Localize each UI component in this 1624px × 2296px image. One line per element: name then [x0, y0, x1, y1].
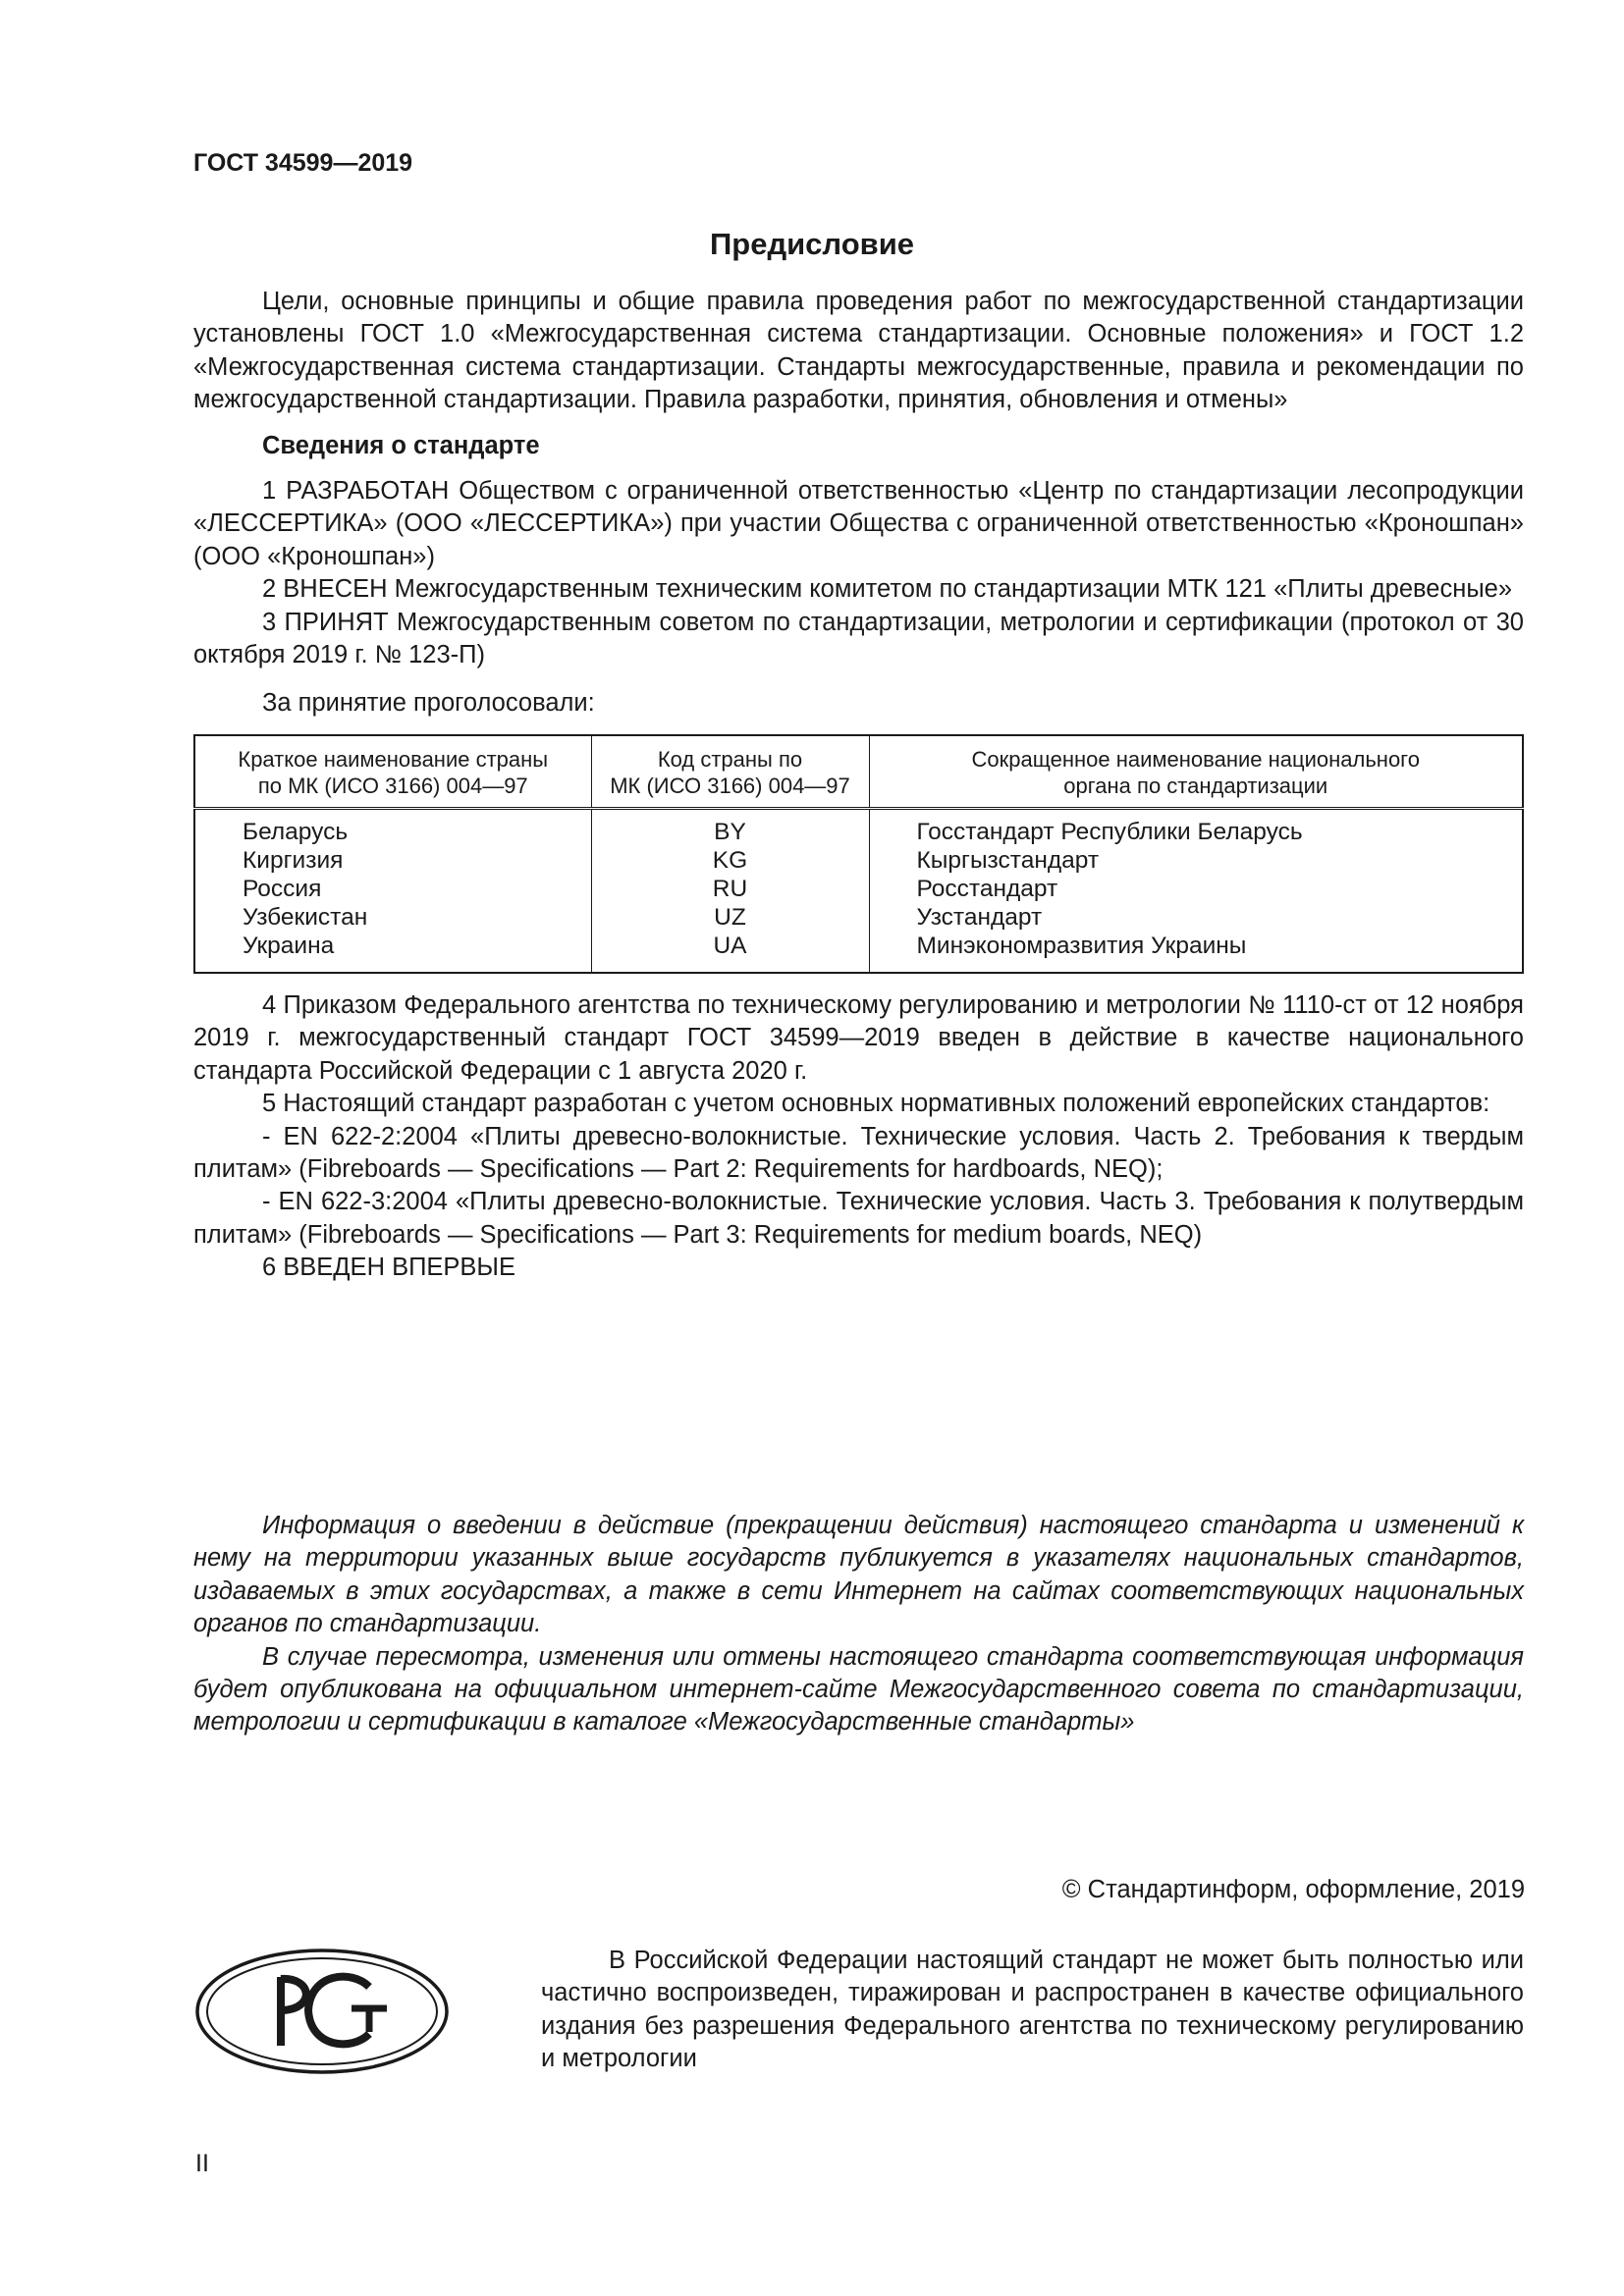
- code-cell: UZ: [714, 903, 746, 931]
- item-3: 3 ПРИНЯТ Межгосударственным советом по стандартизации, метрологии и сертификации (протокол от 30 октября 2019 г. № 123-П): [193, 608, 1524, 669]
- org-cell: Узстандарт: [916, 903, 1043, 931]
- org-column: [869, 808, 1523, 973]
- code-cell: KG: [712, 846, 748, 874]
- italic-notes: [193, 1510, 1524, 1739]
- org-cell: Росстандарт: [916, 875, 1058, 902]
- org-cell: Госстандарт Республики Беларусь: [916, 818, 1303, 845]
- code-cell: RU: [712, 875, 748, 902]
- country-cell: Беларусь: [243, 818, 349, 845]
- country-cell: Киргизия: [243, 846, 344, 874]
- item-2: 2 ВНЕСЕН Межгосударственным техническим комитетом по стандартизации МТК 121 «Плиты древесные»: [262, 575, 1513, 604]
- country-column: [194, 808, 591, 973]
- header-org: Сокращенное наименование национального органа по стандартизации: [869, 735, 1523, 809]
- page-number: II: [195, 2150, 209, 2177]
- copyright: © Стандартинформ, оформление, 2019: [1061, 1876, 1525, 1903]
- italic-note-1: Информация о введении в действие (прекращении действия) настоящего стандарта и изменений к нему на территории указанных выше государств публикуется в указателях национальных стандартов, издаваемых в этих государствах, а также в сети Интернет на сайтах соответствующих национальных органов по стандартизации.: [193, 1512, 1524, 1638]
- document-code: ГОСТ 34599—2019: [193, 149, 413, 177]
- table-row: [194, 808, 1523, 973]
- page-title: Предисловие: [709, 227, 914, 261]
- item-6: 6 ВВЕДЕН ВПЕРВЫЕ: [262, 1254, 516, 1282]
- rst-certification-mark-icon: [194, 1948, 450, 2075]
- code-cell: BY: [714, 818, 746, 845]
- item-1: 1 РАЗРАБОТАН Обществом с ограниченной ответственностью «Центр по стандартизации лесопродукции «ЛЕССЕРТИКА» (ООО «ЛЕССЕРТИКА») при участии Общества с ограниченной ответственностью «Кроношпан» (ООО «Кроношпан»): [193, 477, 1524, 570]
- preface-body: [193, 286, 1524, 1285]
- intro-paragraph: Цели, основные принципы и общие правила проведения работ по межгосударственной стандартизации установлены ГОСТ 1.0 «Межгосударственная система стандартизации. Основные положения» и ГОСТ 1.2 «Межгосударственная система стандартизации. Стандарты межгосударственные, правила и рекомендации по межгосударственной стандартизации. Правила разработки, принятия, обновления и отмены»: [193, 288, 1524, 414]
- info-heading: Сведения о стандарте: [262, 431, 540, 459]
- voting-table: [193, 734, 1524, 974]
- italic-note-2: В случае пересмотра, изменения или отмены настоящего стандарта соответствующая информация будет опубликована на официальном интернет-сайте Межгосударственного совета по стандартизации, метрологии и сертификации в каталоге «Межгосударственные стандарты»: [193, 1642, 1524, 1736]
- header-code: Код страны по МК (ИСО 3166) 004—97: [591, 735, 869, 809]
- item-5b: - EN 622-3:2004 «Плиты древесно-волокнистые. Технические условия. Часть 3. Требования к полутвердым плитам» (Fibreboards — Specifications — Part 3: Requirements for medium boards, NEQ): [193, 1188, 1524, 1249]
- reproduction-notice: В Российской Федерации настоящий стандарт не может быть полностью или частично воспроизведен, тиражирован и распространен в качестве официального издания без разрешения Федерального агентства по техническому регулированию и метрологии: [541, 1947, 1524, 2073]
- country-cell: Украина: [243, 932, 335, 959]
- code-column: [591, 808, 869, 973]
- country-cell: Россия: [243, 875, 322, 902]
- org-cell: Кыргызстандарт: [916, 846, 1100, 874]
- code-cell: UA: [713, 932, 747, 959]
- item-5: 5 Настоящий стандарт разработан с учетом основных нормативных положений европейских стандартов:: [262, 1090, 1490, 1118]
- table-header-row: [194, 735, 1523, 809]
- header-country: Краткое наименование страны по МК (ИСО 3166) 004—97: [194, 735, 591, 809]
- org-cell: Минэкономразвития Украины: [916, 932, 1247, 959]
- item-4: 4 Приказом Федерального агентства по техническому регулированию и метрологии № 1110-ст от 12 ноября 2019 г. межгосударственный стандарт ГОСТ 34599—2019 введен в действие в качестве национального стандарта Российской Федерации с 1 августа 2020 г.: [193, 990, 1524, 1085]
- item-5a: - EN 622-2:2004 «Плиты древесно-волокнистые. Технические условия. Часть 2. Требования к твердым плитам» (Fibreboards — Specifications — Part 2: Requirements for hardboards, NEQ);: [193, 1122, 1524, 1183]
- vote-label: За принятие проголосовали:: [262, 689, 595, 718]
- country-cell: Узбекистан: [243, 903, 368, 931]
